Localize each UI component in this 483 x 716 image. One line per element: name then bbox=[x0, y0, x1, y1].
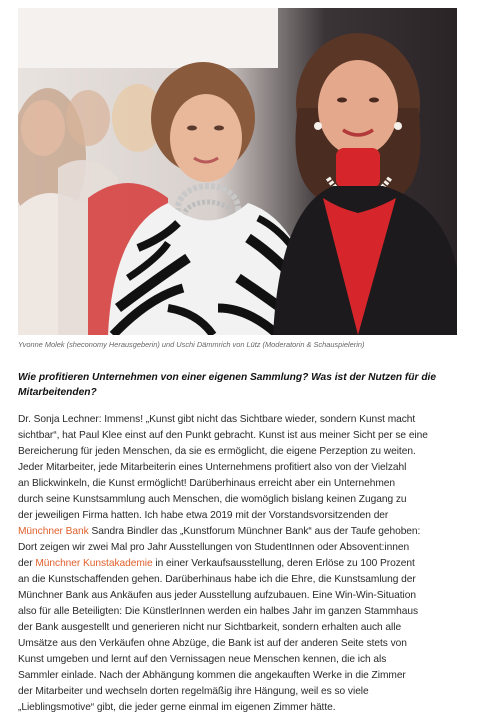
answer-line: der Mitarbeiter und wechseln dorten regelmäßig ihre Hängung, weil es so viele bbox=[18, 686, 369, 697]
muenchner-bank-link[interactable]: Münchner Bank bbox=[18, 526, 89, 537]
answer-line: Münchner Bank aus Ankäufen aus jeder Ausstellung aufzubauen. Eine Win-Win-Situation bbox=[18, 590, 416, 601]
answer-line: der Bank ausgestellt und generieren nicht nur Sichtbarkeit, sondern erhalten auch alle bbox=[18, 622, 402, 633]
answer-line: „Lieblingsmotive“ gibt, die jeder gerne einmal im eigenen Zimmer hätte. bbox=[18, 702, 336, 713]
answer-line: Jeder Mitarbeiter, jede Mitarbeiterin eines Unternehmens profitiert also von der Vielzahl bbox=[18, 462, 407, 473]
photo-caption: Yvonne Molek (sheconomy Herausgeberin) und Uschi Dämmrich von Lütz (Moderatorin & Schauspielerin) bbox=[18, 340, 365, 349]
answer-line: Kunst umgeben und lernt auf den Vernissagen neue Menschen kennen, die ich als bbox=[18, 654, 387, 665]
answer-line: Dort zeigen wir zwei Mal pro Jahr Ausstellungen von StudentInnen oder Absovent:innen bbox=[18, 542, 410, 553]
answer-line: sichtbar“, hat Paul Klee einst auf den Punkt gebracht. Kunst ist aus meiner Sicht per se eine bbox=[18, 430, 428, 441]
answer-line: an Blickwinkeln, die Kunst ermöglicht! Darüberhinaus erreicht aber ein Unternehmen bbox=[18, 478, 395, 489]
article bbox=[18, 8, 457, 716]
photo-illustration bbox=[18, 8, 457, 335]
interview-answer bbox=[18, 412, 457, 716]
answer-line bbox=[18, 524, 457, 540]
answer-line: Dr. Sonja Lechner: Immens! „Kunst gibt nicht das Sichtbare wieder, sondern Kunst macht bbox=[18, 414, 416, 425]
answer-line: Sammler einlade. Nach der Abhängung kommen die angekauften Werke in die Zimmer bbox=[18, 670, 406, 681]
interview-question: Wie profitieren Unternehmen von einer eigenen Sammlung? Was ist der Nutzen für die Mitarbeitenden? bbox=[18, 372, 437, 398]
muenchner-kunstakademie-link[interactable]: Münchner Kunstakademie bbox=[35, 558, 153, 569]
answer-line: Umsätze aus den Verkäufen ohne Abzüge, die Bank ist auf der anderen Seite stets von bbox=[18, 638, 407, 649]
answer-text: Sandra Bindler das „Kunstforum Münchner Bank“ aus der Taufe gehoben: bbox=[88, 526, 421, 537]
answer-line: Bereicherung für jeden Menschen, da sie es ermöglicht, die eigene Perzeption zu weiten. bbox=[18, 446, 416, 457]
article-photo bbox=[18, 8, 457, 335]
answer-line: der jeweiligen Firma hatten. Ich habe etwa 2019 mit der Vorstandsvorsitzenden der bbox=[18, 510, 389, 521]
answer-line: also für alle Beteiligten: Die KünstlerInnen werden ein halbes Jahr im ganzen Stammhaus bbox=[18, 606, 418, 617]
answer-line: durch seine Kunstsammlung auch Menschen, die womöglich bislang keinen Zugang zu bbox=[18, 494, 407, 505]
answer-text: der bbox=[18, 558, 36, 569]
answer-text: in einer Verkaufsausstellung, deren Erlöse zu 100 Prozent bbox=[152, 558, 415, 569]
answer-line bbox=[18, 556, 457, 572]
answer-line: an die Kunstschaffenden gehen. Darüberhinaus habe ich die Ehre, die Kunstsamlung der bbox=[18, 574, 416, 585]
